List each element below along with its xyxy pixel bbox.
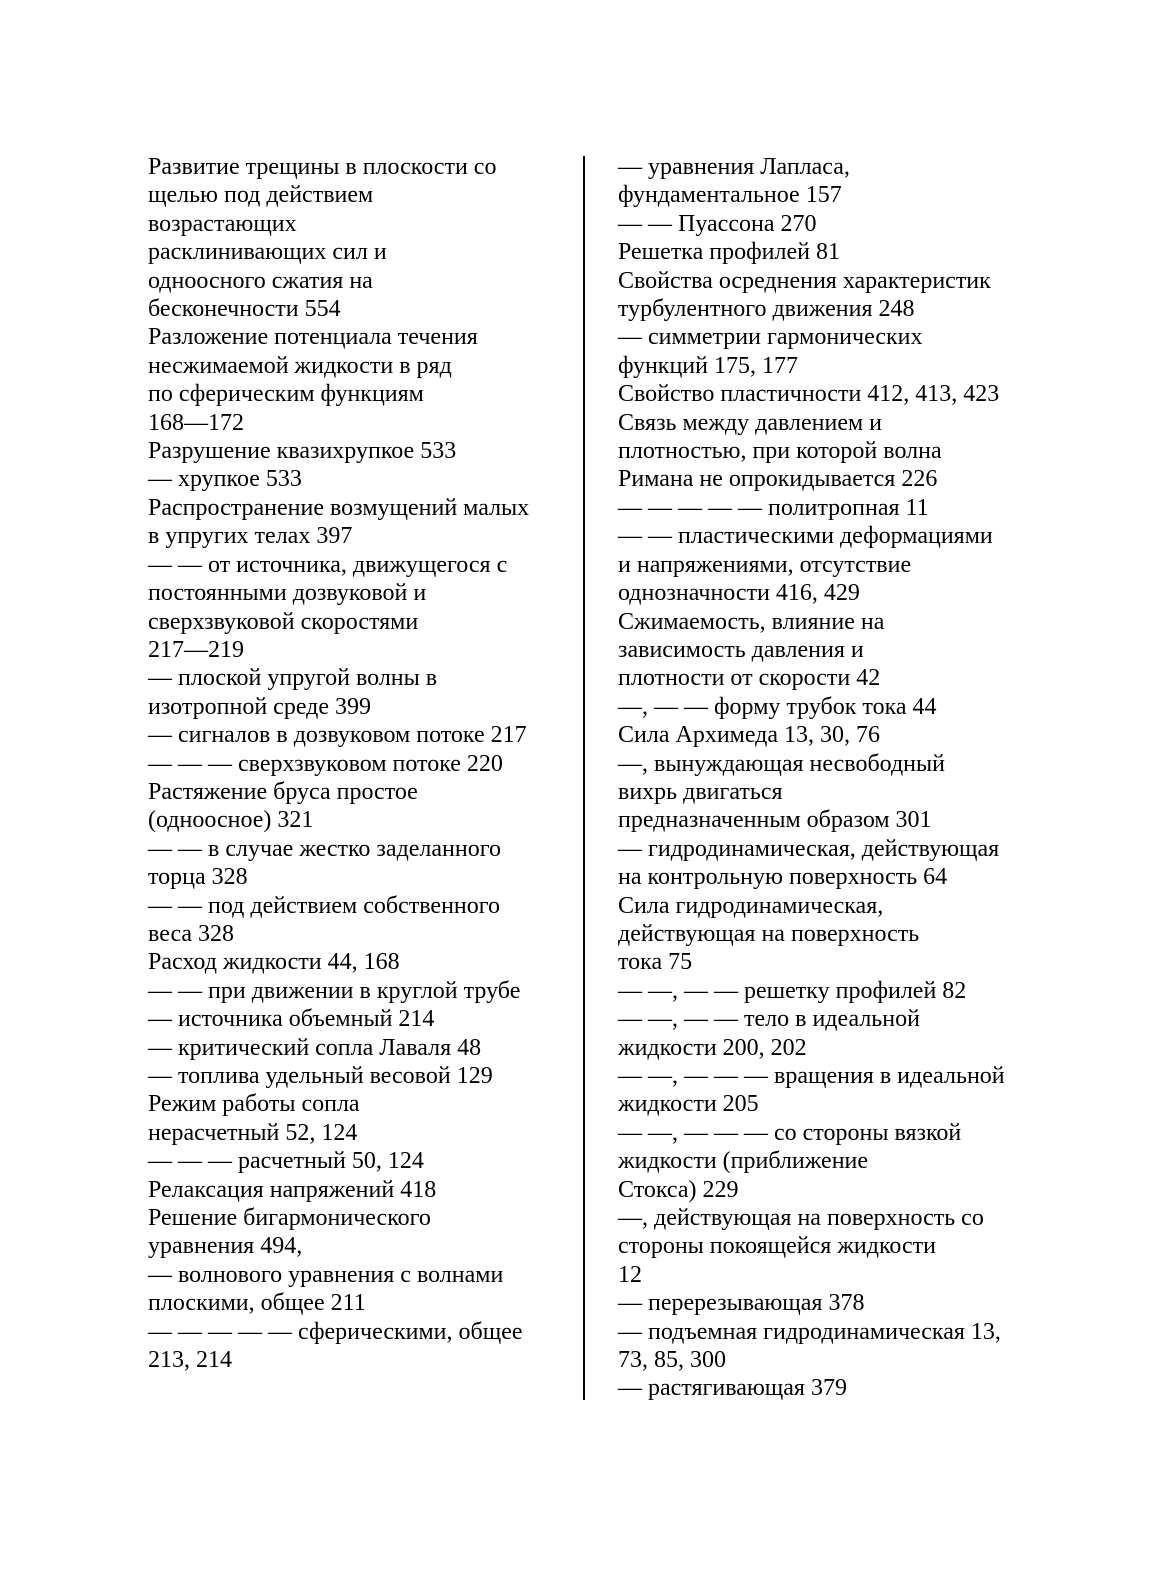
index-entry-line: одноосного сжатия на bbox=[148, 267, 373, 294]
index-entry bbox=[618, 494, 1038, 522]
index-entry bbox=[618, 608, 1038, 693]
index-entry bbox=[148, 1204, 568, 1261]
index-entry-line: вихрь двигаться bbox=[618, 778, 783, 805]
index-entry bbox=[618, 693, 1038, 721]
index-entry-line: Связь между давлением и bbox=[618, 409, 882, 436]
index-entry-line: — — — — — политропная 11 bbox=[618, 494, 929, 521]
index-entry bbox=[618, 522, 1038, 607]
index-entry bbox=[618, 238, 1038, 266]
index-entry bbox=[618, 267, 1038, 324]
index-entry-line: — растягивающая 379 bbox=[618, 1375, 847, 1402]
index-entry bbox=[618, 380, 1038, 494]
index-entry-line: — —, — — — со стороны вязкой bbox=[618, 1119, 962, 1146]
index-entry-line: жидкости 200, 202 bbox=[618, 1034, 807, 1061]
index-entry-line: Сила Архимеда 13, 30, 76 bbox=[618, 722, 881, 749]
index-entry-line: торца 328 bbox=[148, 864, 248, 891]
index-entry-line: — — Пуассона 270 bbox=[618, 210, 817, 237]
index-entry-line: — топлива удельный весовой 129 bbox=[148, 1063, 493, 1089]
index-entry bbox=[148, 437, 568, 465]
index-entry-line: — сигналов в дозвуковом потоке 217 bbox=[148, 722, 527, 749]
index-entry-line: плоскими, общее 211 bbox=[148, 1290, 366, 1317]
index-entry bbox=[618, 1289, 1038, 1317]
index-entry-line: Режим работы сопла bbox=[148, 1091, 360, 1118]
index-entry-line: бесконечности 554 bbox=[148, 296, 341, 323]
index-entry-line: — источника объемный 214 bbox=[148, 1006, 435, 1033]
index-entry-line: — — под действием собственного bbox=[148, 892, 501, 919]
index-entry-line: — — — — — сферическими, общее bbox=[148, 1318, 523, 1345]
index-entry bbox=[148, 1034, 568, 1062]
index-entry-line: стороны покоящейся жидкости bbox=[618, 1233, 936, 1260]
index-entry-line: плотности от скорости 42 bbox=[618, 665, 881, 692]
index-entry bbox=[618, 750, 1038, 835]
index-column-right bbox=[618, 153, 1038, 1403]
index-entry-line: по сферическим функциям bbox=[148, 381, 424, 408]
index-entry bbox=[148, 465, 568, 493]
index-entry bbox=[148, 1261, 568, 1318]
index-entry-line: — — — сверхзвуковом потоке 220 bbox=[148, 750, 503, 777]
index-entry-line: Сила гидродинамическая, bbox=[618, 892, 884, 919]
index-entry bbox=[148, 664, 568, 721]
index-entry-line: Стокса) 229 bbox=[618, 1176, 739, 1203]
index-entry-line: веса 328 bbox=[148, 920, 235, 947]
index-entry bbox=[148, 494, 568, 551]
index-entry bbox=[148, 1318, 568, 1375]
index-entry bbox=[148, 948, 568, 976]
index-entry-line: — волнового уравнения с волнами bbox=[148, 1261, 504, 1288]
index-entry bbox=[618, 1119, 1038, 1204]
index-entry-line: Растяжение бруса простое bbox=[148, 778, 418, 805]
index-entry-line: Развитие трещины в плоскости со bbox=[148, 154, 497, 180]
index-entry-line: 12 bbox=[618, 1261, 642, 1288]
column-divider bbox=[583, 156, 585, 1400]
index-entry-line: — плоской упругой волны в bbox=[148, 665, 438, 692]
index-entry-line: Релаксация напряжений 418 bbox=[148, 1176, 437, 1203]
index-entry-line: —, вынуждающая несвободный bbox=[618, 750, 945, 777]
index-entry bbox=[618, 721, 1038, 749]
index-entry-line: уравнения 494, bbox=[148, 1233, 303, 1260]
index-entry bbox=[148, 1062, 568, 1147]
index-entry-line: сверхзвуковой скоростями bbox=[148, 608, 419, 635]
index-entry-line: — — пластическими деформациями bbox=[618, 523, 993, 550]
index-entry-line: — критический сопла Лаваля 48 bbox=[148, 1034, 482, 1061]
index-entry-line: несжимаемой жидкости в ряд bbox=[148, 352, 452, 379]
index-entry-line: — —, — — — вращения в идеальной bbox=[618, 1063, 1005, 1089]
index-entry-line: Расход жидкости 44, 168 bbox=[148, 949, 400, 976]
index-entry bbox=[148, 153, 568, 323]
index-entry bbox=[618, 892, 1038, 977]
index-entry bbox=[618, 153, 1038, 210]
index-entry-line: 213, 214 bbox=[148, 1347, 232, 1374]
index-entry-line: функций 175, 177 bbox=[618, 352, 798, 379]
index-entry-line: и напряжениями, отсутствие bbox=[618, 551, 912, 578]
index-entry bbox=[618, 835, 1038, 892]
index-entry-line: предназначенным образом 301 bbox=[618, 807, 932, 834]
index-entry-line: — уравнения Лапласа, bbox=[618, 154, 850, 180]
index-entry-line: (одноосное) 321 bbox=[148, 807, 314, 834]
index-entry-line: — —, — — тело в идеальной bbox=[618, 1006, 920, 1033]
index-entry bbox=[618, 1374, 1038, 1402]
index-entry bbox=[148, 835, 568, 892]
index-entry bbox=[148, 1005, 568, 1033]
index-entry-line: на контрольную поверхность 64 bbox=[618, 864, 948, 891]
index-entry-line: —, — — форму трубок тока 44 bbox=[618, 693, 937, 720]
index-entry-line: Римана не опрокидывается 226 bbox=[618, 466, 938, 493]
index-entry-line: Свойство пластичности 412, 413, 423 bbox=[618, 381, 1000, 408]
index-entry-line: в упругих телах 397 bbox=[148, 523, 353, 550]
index-entry bbox=[148, 721, 568, 749]
index-entry-line: Решение бигармонического bbox=[148, 1205, 431, 1232]
index-entry-line: жидкости (приближение bbox=[618, 1148, 869, 1175]
index-entry bbox=[618, 1318, 1038, 1375]
index-entry bbox=[618, 977, 1038, 1005]
index-entry-line: 217—219 bbox=[148, 636, 244, 663]
index-entry-line: 73, 85, 300 bbox=[618, 1347, 726, 1374]
index-column-left bbox=[148, 153, 568, 1374]
index-entry-line: Распространение возмущений малых bbox=[148, 494, 530, 521]
index-entry bbox=[148, 551, 568, 665]
index-entry-line: Свойства осреднения характеристик bbox=[618, 267, 991, 294]
index-entry-line: — подъемная гидродинамическая 13, bbox=[618, 1318, 1001, 1345]
index-entry-line: фундаментальное 157 bbox=[618, 182, 842, 209]
index-entry-line: — — от источника, движущегося с bbox=[148, 551, 508, 578]
index-entry bbox=[618, 1005, 1038, 1062]
index-entry bbox=[618, 210, 1038, 238]
index-entry-line: турбулентного движения 248 bbox=[618, 296, 915, 323]
index-entry-line: Разложение потенциала течения bbox=[148, 324, 478, 351]
index-entry-line: — —, — — решетку профилей 82 bbox=[618, 977, 967, 1004]
index-entry bbox=[148, 1176, 568, 1204]
index-entry bbox=[148, 892, 568, 949]
index-entry bbox=[618, 323, 1038, 380]
index-entry-line: тока 75 bbox=[618, 949, 693, 976]
index-entry-line: Сжимаемость, влияние на bbox=[618, 608, 885, 635]
index-entry-line: — — в случае жестко заделанного bbox=[148, 835, 501, 862]
index-entry bbox=[148, 778, 568, 835]
index-entry-line: зависимость давления и bbox=[618, 636, 864, 663]
index-entry-line: расклинивающих сил и bbox=[148, 239, 387, 266]
index-entry-line: — симметрии гармонических bbox=[618, 324, 923, 351]
index-entry-line: однозначности 416, 429 bbox=[618, 580, 860, 607]
index-entry bbox=[618, 1062, 1038, 1119]
index-entry-line: Решетка профилей 81 bbox=[618, 239, 840, 266]
index-entry-line: действующая на поверхность bbox=[618, 920, 920, 947]
index-entry-line: постоянными дозвуковой и bbox=[148, 580, 427, 607]
index-entry-line: — перерезывающая 378 bbox=[618, 1290, 865, 1317]
index-entry-line: нерасчетный 52, 124 bbox=[148, 1119, 358, 1146]
index-entry-line: щелью под действием bbox=[148, 182, 374, 209]
index-entry-line: 168—172 bbox=[148, 409, 244, 436]
index-entry-line: изотропной среде 399 bbox=[148, 693, 372, 720]
index-entry bbox=[148, 323, 568, 437]
index-entry-line: плотностью, при которой волна bbox=[618, 438, 942, 465]
index-entry-line: Разрушение квазихрупкое 533 bbox=[148, 438, 457, 465]
index-entry-line: — гидродинамическая, действующая bbox=[618, 835, 1000, 862]
index-entry-line: жидкости 205 bbox=[618, 1091, 759, 1118]
index-entry bbox=[618, 1204, 1038, 1289]
index-entry-line: — — — расчетный 50, 124 bbox=[148, 1148, 424, 1175]
index-entry bbox=[148, 750, 568, 778]
index-entry bbox=[148, 977, 568, 1005]
index-entry-line: возрастающих bbox=[148, 210, 297, 237]
index-entry-line: — хрупкое 533 bbox=[148, 466, 302, 493]
index-entry-line: —, действующая на поверхность со bbox=[618, 1205, 984, 1232]
index-entry bbox=[148, 1147, 568, 1175]
index-entry-line: — — при движении в круглой трубе bbox=[148, 977, 521, 1004]
